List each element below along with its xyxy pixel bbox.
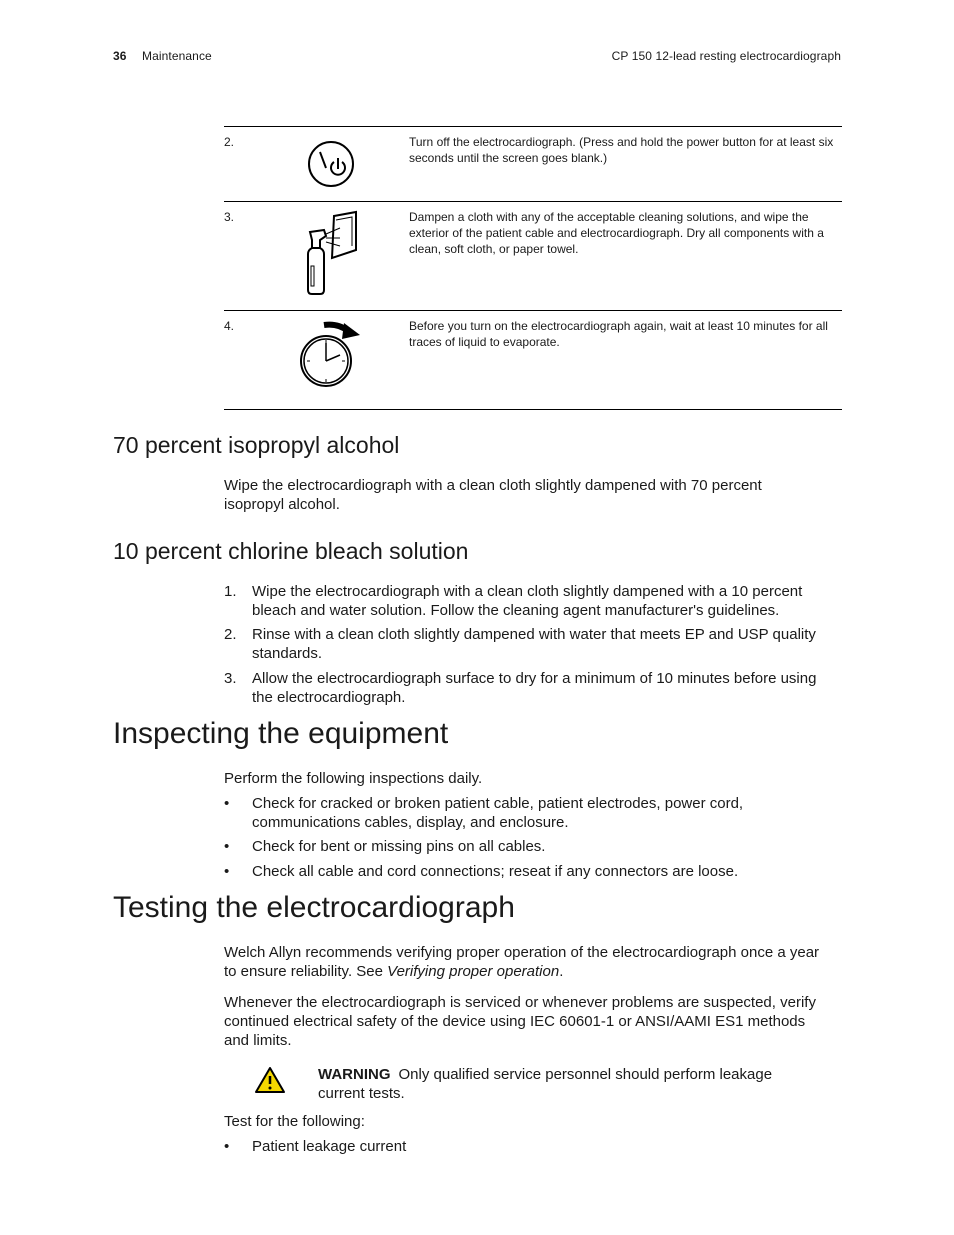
- warning-text: Only qualified service personnel should perform leakage current tests.: [318, 1066, 773, 1102]
- cross-reference-link[interactable]: Verifying proper operation: [387, 963, 560, 980]
- test-intro: Test for the following:: [224, 1113, 365, 1130]
- warning-label: WARNING: [318, 1066, 391, 1083]
- step-number: 3.: [224, 210, 235, 224]
- spray-bottle-cloth-icon: [304, 210, 362, 296]
- list-text: Check all cable and cord connections; reseat if any connectors are loose.: [252, 863, 739, 880]
- inspecting-heading: Inspecting the equipment: [113, 717, 449, 750]
- step-text: Turn off the electrocardiograph. (Press and hold the power button for at least six seconds until the screen goes blank.): [409, 135, 834, 165]
- bullet-mark: •: [224, 1138, 230, 1155]
- header-doc-title: CP 150 12-lead resting electrocardiograph: [611, 49, 841, 63]
- step-row: [224, 311, 842, 410]
- list-number: 2.: [224, 626, 237, 643]
- clock-wait-icon: [298, 319, 362, 391]
- power-button-icon: [306, 139, 356, 189]
- list-number: 3.: [224, 670, 237, 687]
- step-number: 4.: [224, 319, 235, 333]
- step-text: Dampen a cloth with any of the acceptable cleaning solutions, and wipe the exterior of the patient cable and electrocardiograph. Dry all components with a clean, soft cloth, or paper towel.: [409, 210, 824, 256]
- inspecting-intro: Perform the following inspections daily.: [224, 770, 483, 787]
- isopropyl-heading: 70 percent isopropyl alcohol: [113, 432, 400, 458]
- isopropyl-text: Wipe the electrocardiograph with a clean cloth slightly dampened with 70 percent isopropyl alcohol.: [224, 477, 762, 513]
- list-number: 1.: [224, 583, 237, 600]
- header-section: Maintenance: [142, 49, 212, 63]
- warning-message: [318, 1065, 818, 1103]
- step-row: [224, 202, 842, 311]
- list-text: Wipe the electrocardiograph with a clean cloth slightly dampened with a 10 percent bleach and water solution. Follow the cleaning agent manufacturer's guidelines.: [252, 583, 803, 619]
- list-text: Rinse with a clean cloth slightly dampened with water that meets EP and USP quality standards.: [252, 626, 816, 662]
- testing-para-2: Whenever the electrocardiograph is serviced or whenever problems are suspected, verify continued electrical safety of the device using IEC 60601-1 or ANSI/AAMI ES1 methods and limits.: [224, 994, 816, 1049]
- list-text: Allow the electrocardiograph surface to dry for a minimum of 10 minutes before using the electrocardiograph.: [252, 670, 817, 706]
- page-number: 36: [113, 49, 127, 63]
- step-number: 2.: [224, 135, 235, 149]
- list-text: Check for bent or missing pins on all cables.: [252, 838, 546, 855]
- step-row: [224, 127, 842, 202]
- testing-para-1: [224, 943, 824, 981]
- list-text: Check for cracked or broken patient cable, patient electrodes, power cord, communications cables, display, and enclosure.: [252, 795, 744, 831]
- step-text: Before you turn on the electrocardiograph again, wait at least 10 minutes for all traces of liquid to evaporate.: [409, 319, 828, 349]
- testing-para-1-end: .: [559, 963, 564, 980]
- warning-icon: [254, 1066, 286, 1094]
- bullet-mark: •: [224, 863, 230, 880]
- list-text: Patient leakage current: [252, 1138, 407, 1155]
- bleach-heading: 10 percent chlorine bleach solution: [113, 538, 469, 564]
- testing-para-1-text: Welch Allyn recommends verifying proper operation of the electrocardiograph once a year to ensure reliability. See: [224, 944, 820, 980]
- bullet-mark: •: [224, 838, 230, 855]
- page-header-left: [113, 49, 212, 63]
- bullet-mark: •: [224, 795, 230, 812]
- testing-heading: Testing the electrocardiograph: [113, 891, 515, 924]
- cleaning-steps-table: [224, 126, 842, 410]
